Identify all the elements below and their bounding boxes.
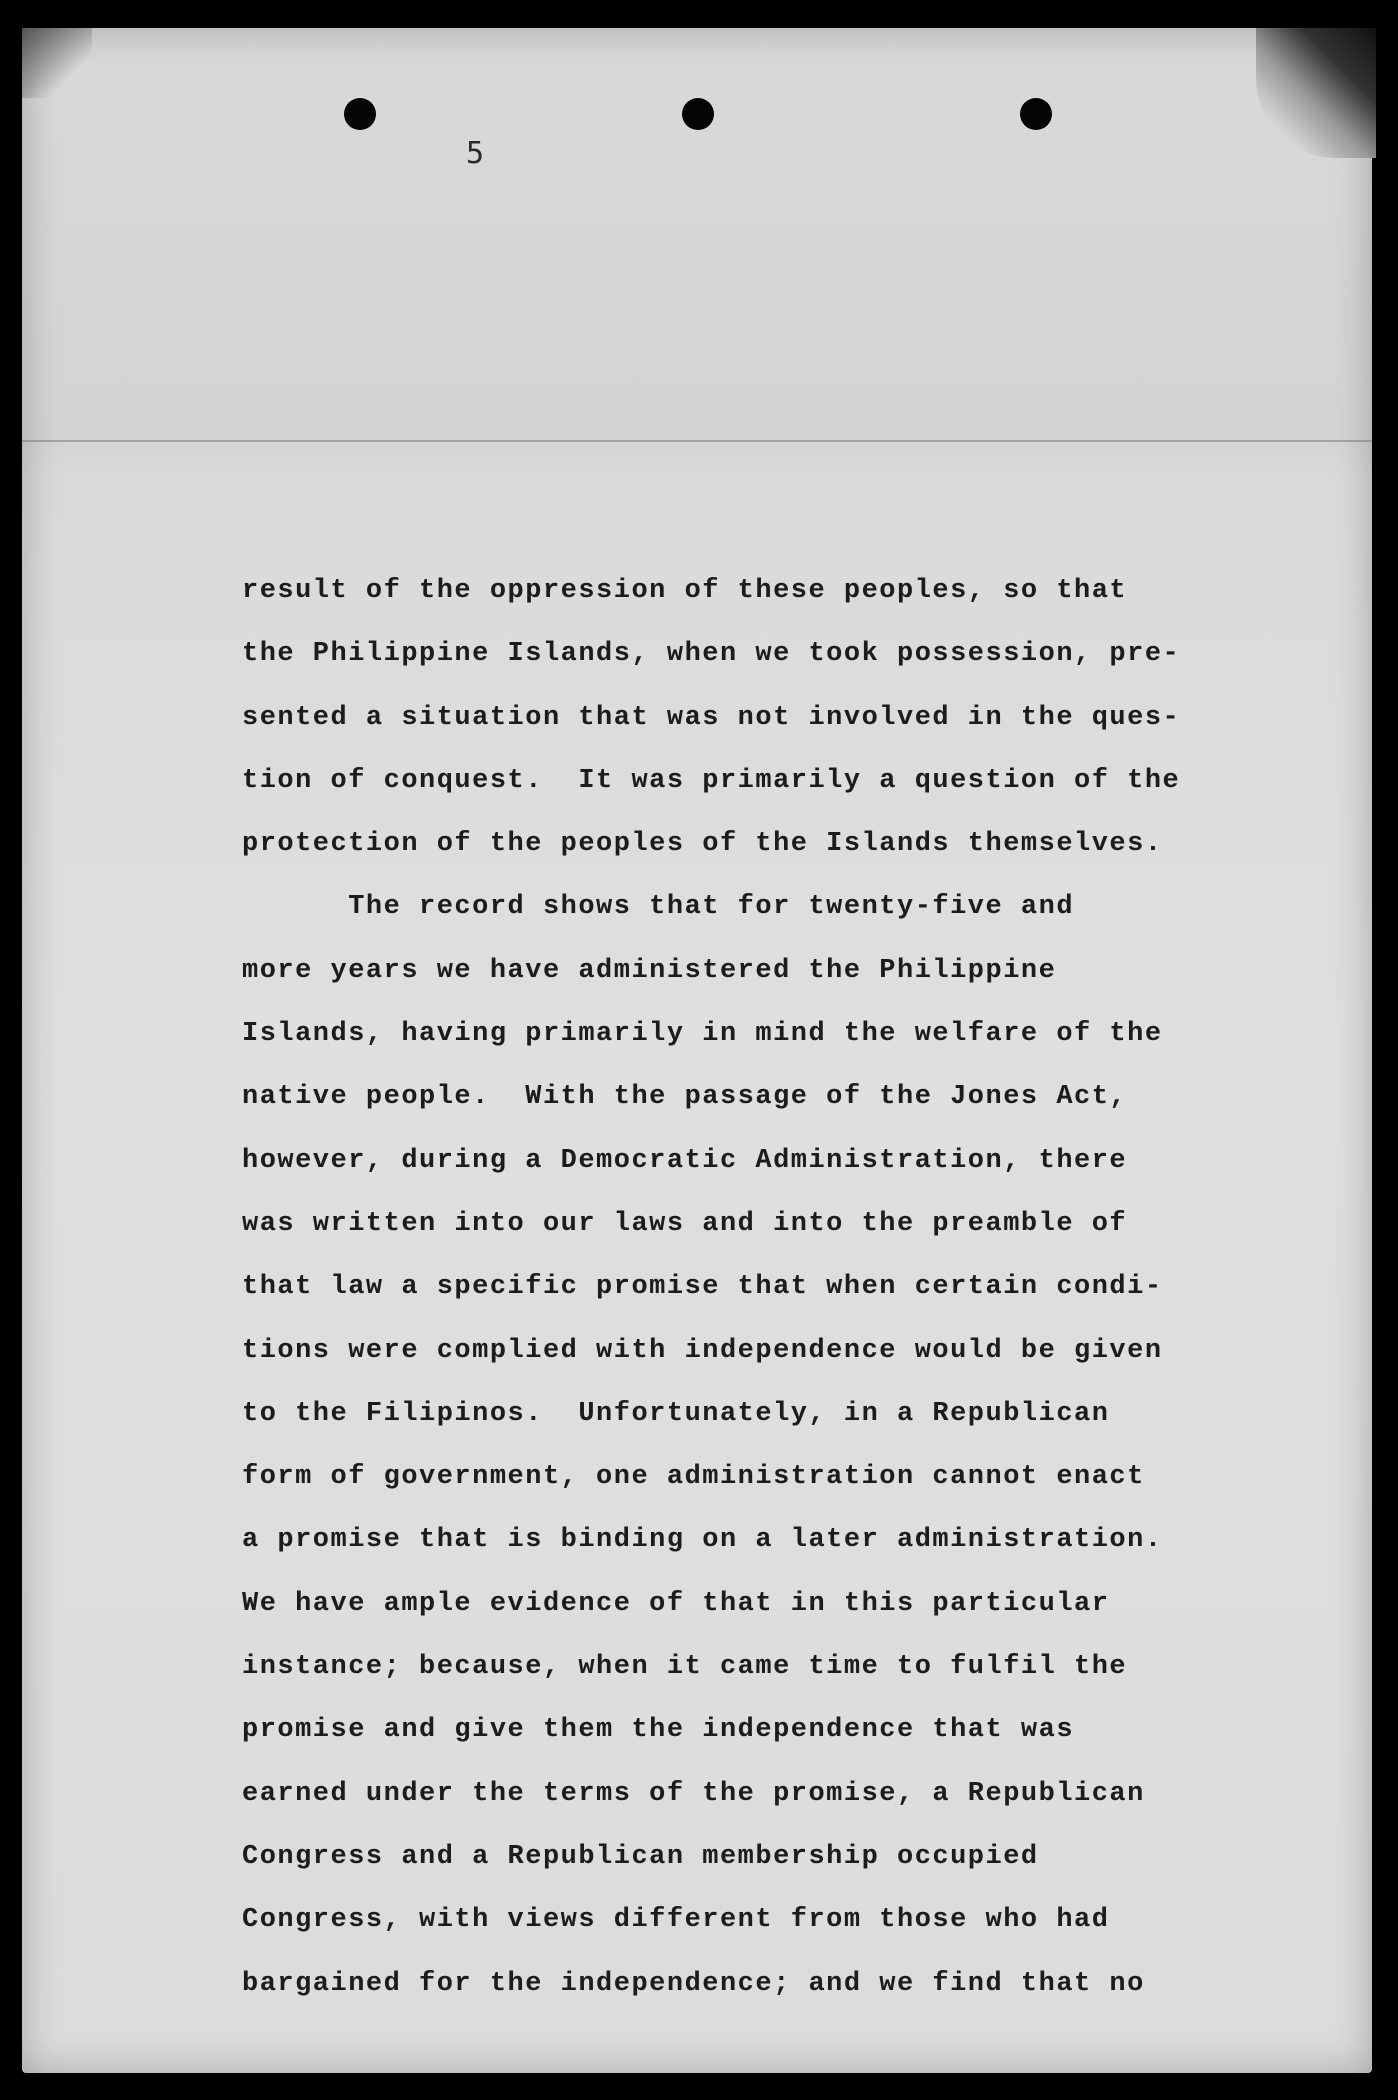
punch-hole-right [1020, 98, 1052, 130]
text-line: bargained for the independence; and we find that no [242, 1968, 1145, 1999]
text-line: result of the oppression of these peoples, so that [242, 576, 1128, 606]
text-line: promise and give them the independence that was [242, 1715, 1075, 1746]
paper-corner-shadow [22, 28, 92, 98]
text-line: earned under the terms of the promise, a Republican [242, 1778, 1145, 1809]
text-line: was written into our laws and into the preamble of [242, 1208, 1128, 1239]
text-line: Islands, having primarily in mind the welfare of the [242, 1019, 1163, 1050]
punch-hole-center [682, 98, 714, 130]
text-line: sented a situation that was not involved in the ques- [242, 702, 1181, 733]
text-line: We have ample evidence of that in this particular [242, 1588, 1110, 1619]
page-number: 5 [466, 136, 485, 171]
text-line: Congress, with views different from those who had [242, 1905, 1110, 1936]
text-line: instance; because, when it came time to fulfil the [242, 1652, 1128, 1683]
punch-hole-left [344, 98, 376, 130]
text-line: that law a specific promise that when certain condi- [242, 1272, 1163, 1303]
text-line: a promise that is binding on a later administration. [242, 1525, 1163, 1556]
text-line: the Philippine Islands, when we took possession, pre- [242, 639, 1181, 670]
text-line: form of government, one administration cannot enact [242, 1462, 1145, 1493]
fold-line [22, 440, 1372, 442]
text-line: tion of conquest. It was primarily a question of the [242, 765, 1181, 796]
text-line: Congress and a Republican membership occupied [242, 1841, 1039, 1872]
text-line: however, during a Democratic Administration, there [242, 1145, 1128, 1176]
text-line: native people. With the passage of the Jones Act, [242, 1082, 1128, 1113]
paper-corner-curl [1256, 28, 1376, 158]
text-line: The record shows that for twenty-five and [242, 892, 1075, 923]
text-line: tions were complied with independence would be given [242, 1335, 1163, 1366]
body-text [242, 560, 1262, 2016]
text-line: protection of the peoples of the Islands themselves. [242, 829, 1163, 860]
text-line: more years we have administered the Philippine [242, 955, 1057, 986]
text-line: to the Filipinos. Unfortunately, in a Republican [242, 1398, 1110, 1429]
